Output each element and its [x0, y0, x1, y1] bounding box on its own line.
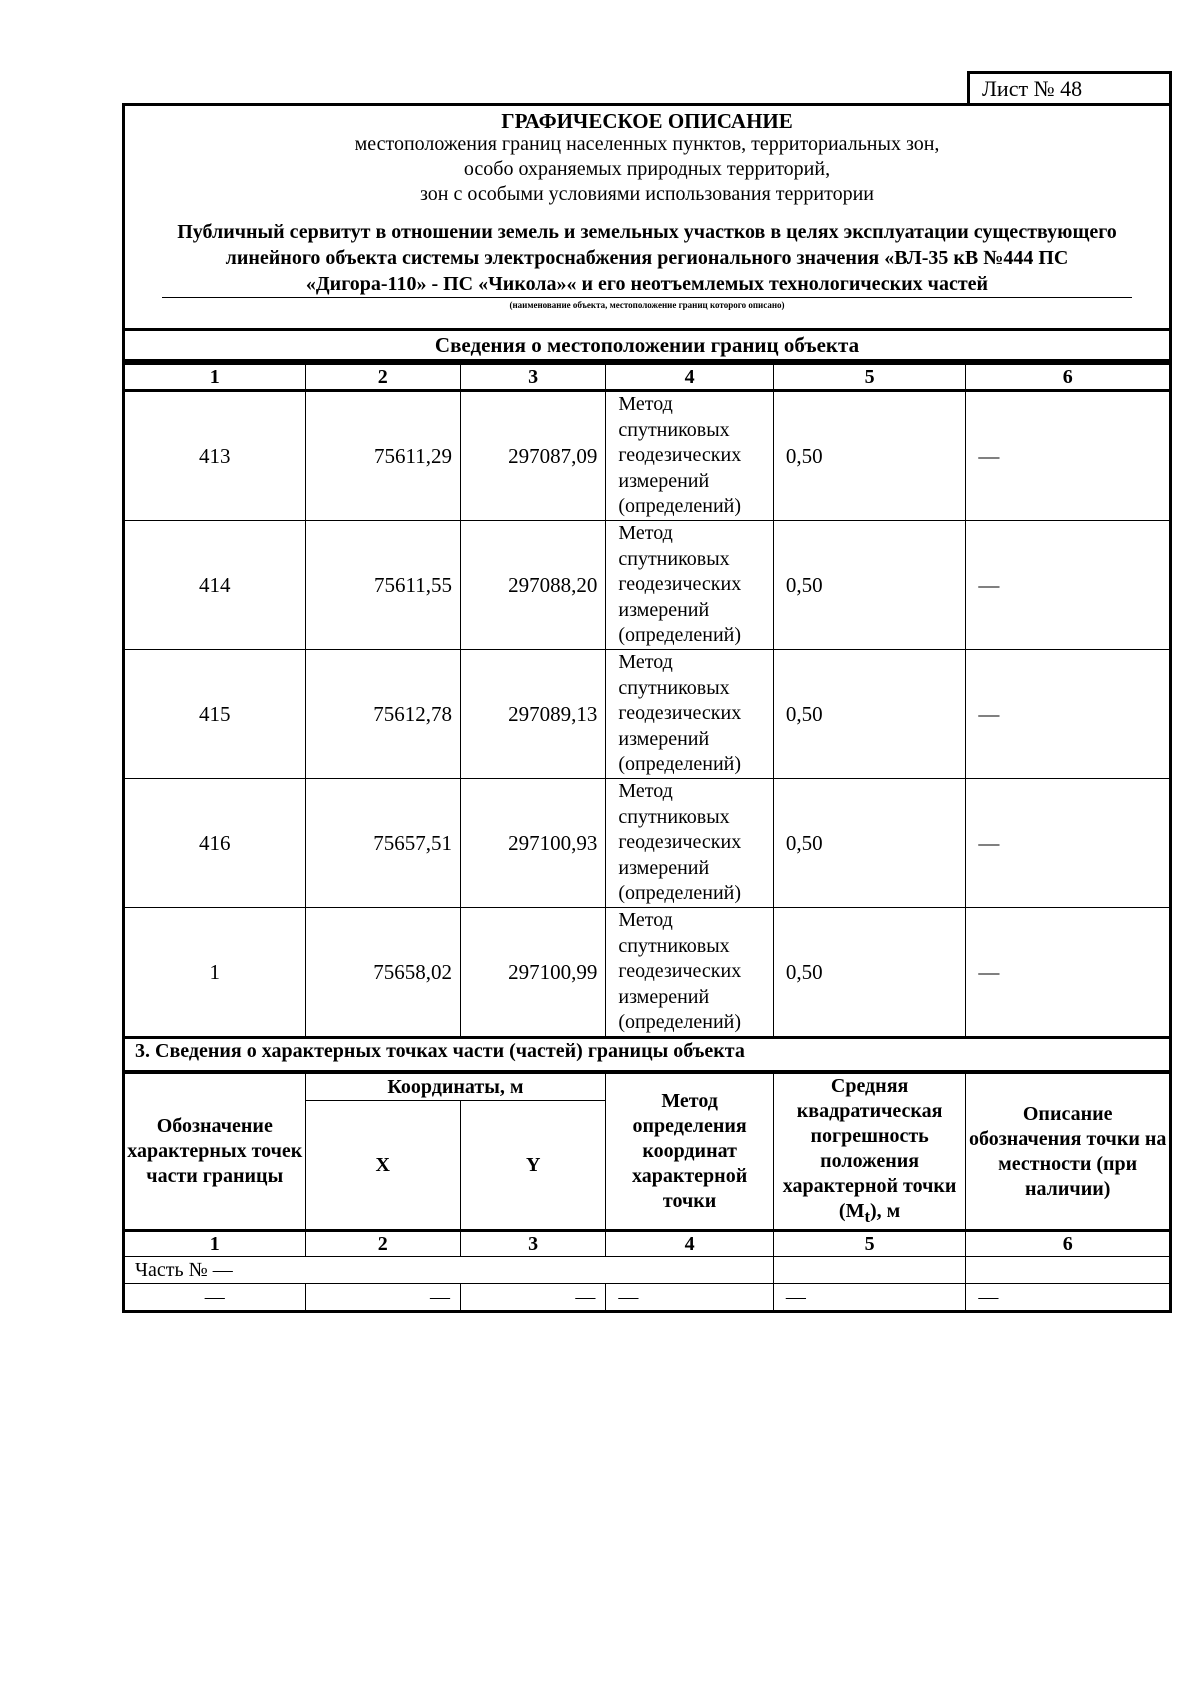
point-number: 414 [124, 521, 306, 650]
empty-cell [966, 1257, 1171, 1284]
subtitle-line: зон с особыми условиями использования территории [419, 183, 875, 205]
coordinate-y: 297088,20 [460, 521, 605, 650]
header-row [124, 1074, 1171, 1101]
empty-cell [773, 1257, 966, 1284]
column-number: 1 [124, 364, 306, 391]
column-number: 4 [606, 1231, 773, 1257]
subtitle-line: местоположения границ населенных пунктов, территориальных зон, [354, 133, 940, 155]
table-row [124, 779, 1171, 908]
error: 0,50 [773, 779, 966, 908]
section-title: 3. Сведения о характерных точках части (частей) границы объекта [122, 1033, 1172, 1073]
column-number: 6 [966, 364, 1171, 391]
method: Метод спутниковых геодезических измерений (определений) [606, 779, 773, 908]
sheet-number: Лист № 48 [967, 71, 1172, 105]
object-name: Публичный сервитут в отношении земель и земельных участков в целях эксплуатации существующего линейного объекта системы электроснабжения регионального значения «ВЛ-35 кВ №444 ПС «Дигора-110» - ПС «Чикола»« и его неотъемлемых технологических частей [177, 221, 1117, 295]
description: — [966, 779, 1171, 908]
coordinate-x: 75611,55 [305, 521, 460, 650]
column-number: 5 [773, 1231, 966, 1257]
coordinate-x: 75612,78 [305, 650, 460, 779]
section-title: Сведения о местоположении границ объекта [122, 331, 1172, 362]
part-label: Часть № — [124, 1257, 774, 1284]
column-number-row [124, 1231, 1171, 1257]
subtitle-line: особо охраняемых природных территорий, [463, 158, 831, 180]
dash-cell: — [606, 1284, 773, 1312]
coordinate-x: 75657,51 [305, 779, 460, 908]
coordinate-y: 297089,13 [460, 650, 605, 779]
description: — [966, 521, 1171, 650]
object-note: (наименование объекта, местоположение границ которого описано) [509, 300, 785, 310]
part-row [124, 1257, 1171, 1284]
point-number: 1 [124, 908, 306, 1038]
header-coordinates: Координаты, м [305, 1074, 606, 1101]
description: — [966, 908, 1171, 1038]
error: 0,50 [773, 650, 966, 779]
header-error: Средняя квадратическая погрешность положения характерной точки $(M_t)$, м [773, 1074, 966, 1231]
column-number: 2 [305, 364, 460, 391]
point-number: 416 [124, 779, 306, 908]
column-number: 3 [460, 364, 605, 391]
method: Метод спутниковых геодезических измерений (определений) [606, 521, 773, 650]
table-row [124, 650, 1171, 779]
coordinate-x: 75658,02 [305, 908, 460, 1038]
column-number: 2 [305, 1231, 460, 1257]
dash-cell: — [124, 1284, 306, 1312]
column-number: 4 [606, 364, 773, 391]
column-number: 1 [124, 1231, 306, 1257]
header-description: Описание обозначения точки на местности (при наличии) [966, 1074, 1171, 1231]
method: Метод спутниковых геодезических измерений (определений) [606, 908, 773, 1038]
dash-cell: — [773, 1284, 966, 1312]
error: 0,50 [773, 908, 966, 1038]
error: 0,50 [773, 391, 966, 521]
document-title: ГРАФИЧЕСКОЕ ОПИСАНИЕ [501, 109, 793, 133]
coordinate-y: 297087,09 [460, 391, 605, 521]
column-number: 6 [966, 1231, 1171, 1257]
coordinate-y: 297100,99 [460, 908, 605, 1038]
column-number-row [124, 364, 1171, 391]
column-number: 5 [773, 364, 966, 391]
table-row [124, 521, 1171, 650]
dash-cell: — [460, 1284, 605, 1312]
coordinate-x: 75611,29 [305, 391, 460, 521]
document-header [122, 103, 1172, 331]
point-number: 415 [124, 650, 306, 779]
method: Метод спутниковых геодезических измерений (определений) [606, 391, 773, 521]
description: — [966, 650, 1171, 779]
error: 0,50 [773, 521, 966, 650]
table-row [124, 908, 1171, 1038]
dash-cell: — [966, 1284, 1171, 1312]
boundary-points-table [122, 362, 1172, 1039]
table-row [124, 391, 1171, 521]
header-x: X [305, 1101, 460, 1231]
dash-cell: — [305, 1284, 460, 1312]
coordinate-y: 297100,93 [460, 779, 605, 908]
header-method: Метод определения координат характерной точки [606, 1074, 773, 1231]
part-points-table [122, 1073, 1172, 1313]
description: — [966, 391, 1171, 521]
header-designation: Обозначение характерных точек части границы [124, 1074, 306, 1231]
header-y: Y [460, 1101, 605, 1231]
point-number: 413 [124, 391, 306, 521]
method: Метод спутниковых геодезических измерений (определений) [606, 650, 773, 779]
column-number: 3 [460, 1231, 605, 1257]
table-row [124, 1284, 1171, 1312]
